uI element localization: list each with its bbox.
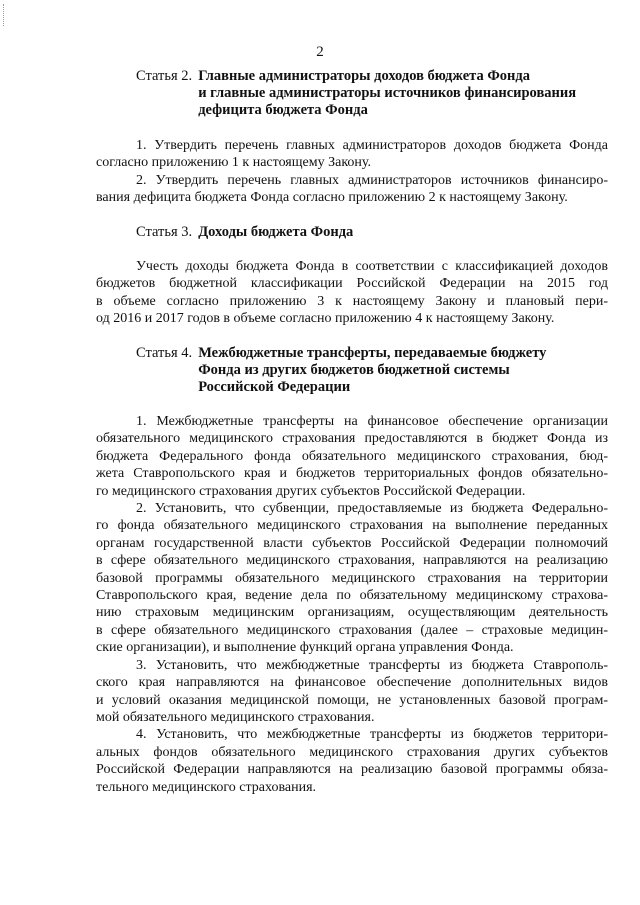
text-line: тельного медицинского страхования. bbox=[96, 779, 317, 795]
article-2-title-line: и главные администраторы источников финансирования bbox=[198, 85, 577, 101]
text-line: Учесть доходы бюджета Фонда в соответствии с классификацией доходов bbox=[136, 259, 608, 274]
article-4-paragraph-3 bbox=[96, 657, 608, 727]
article-2-label: Статья 2. bbox=[136, 68, 193, 84]
text-line: од 2016 и 2017 годов в объеме согласно приложению 4 к настоящему Закону. bbox=[96, 311, 555, 327]
text-line: ские организации), и выполнение функций органа управления Фонда. bbox=[96, 640, 514, 656]
binding-mark bbox=[3, 4, 6, 26]
article-3-title bbox=[198, 224, 353, 241]
article-4-title-line: Межбюджетные трансферты, передаваемые бюджету bbox=[198, 345, 547, 361]
text-line: бюджета Федерального фонда обязательного медицинского страхования, бюд- bbox=[96, 448, 608, 464]
text-line: обязательного медицинского страхования предоставляются в бюджет Фонда из bbox=[96, 431, 608, 447]
article-2-paragraph-2 bbox=[96, 172, 608, 207]
article-2-body bbox=[96, 137, 608, 207]
article-4-label: Статья 4. bbox=[136, 345, 193, 361]
text-line: жета Ставропольского края и бюджетов территориальных фондов обязательно- bbox=[96, 466, 608, 482]
text-line: базовой программы обязательного медицинского страхования на территории bbox=[96, 570, 608, 586]
article-3-body bbox=[96, 258, 608, 328]
text-line: согласно приложению 1 к настоящему Закону. bbox=[96, 155, 372, 171]
article-3-paragraph-1 bbox=[96, 258, 608, 328]
article-2-paragraph-1 bbox=[96, 137, 608, 172]
article-4-paragraph-4 bbox=[96, 726, 608, 796]
text-line: и условий оказания медицинской помощи, не установленных базовой програм- bbox=[96, 692, 608, 708]
text-line: го фонда обязательного медицинского страхования на выполнение переданных bbox=[96, 518, 608, 534]
article-3-heading bbox=[136, 224, 616, 241]
text-line: 1. Межбюджетные трансферты на финансовое обеспечение организации bbox=[136, 414, 608, 429]
text-line: 2. Установить, что субвенции, предоставляемые из бюджета Федерально- bbox=[136, 501, 608, 517]
text-line: органам государственной власти субъектов Российской Федерации полномочий bbox=[96, 535, 608, 551]
text-line: 3. Установить, что межбюджетные трансферты из бюджета Ставрополь- bbox=[136, 657, 608, 673]
article-2-title bbox=[198, 68, 576, 119]
page-number: 2 bbox=[316, 44, 324, 60]
text-line: 1. Утвердить перечень главных администраторов доходов бюджета Фонда bbox=[136, 138, 608, 153]
article-4-title-line: Фонда из других бюджетов бюджетной системы bbox=[198, 362, 510, 378]
text-line: в сфере обязательного медицинского страхования, направляются на реализацию bbox=[96, 553, 608, 569]
article-2-title-line: дефицита бюджета Фонда bbox=[198, 102, 368, 118]
article-4-title bbox=[198, 345, 546, 396]
article-3-title-line: Доходы бюджета Фонда bbox=[198, 224, 354, 240]
article-3-label: Статья 3. bbox=[136, 224, 193, 240]
text-line: мой обязательного медицинского страхования. bbox=[96, 709, 375, 725]
text-line: бюджетов бюджетной классификации Российской Федерации на 2015 год bbox=[96, 276, 608, 292]
text-line: 2. Утвердить перечень главных администраторов источников финансиро- bbox=[136, 172, 608, 188]
article-4-paragraph-2 bbox=[96, 500, 608, 657]
text-line: нию страховым медицинским организациям, осуществляющим деятельность bbox=[96, 605, 608, 621]
article-4-body bbox=[96, 413, 608, 796]
text-line: альных фондов обязательного медицинского страхования других субъектов bbox=[96, 744, 608, 760]
text-line: вания дефицита бюджета Фонда согласно приложению 2 к настоящему Закону. bbox=[96, 190, 568, 206]
article-2-heading bbox=[136, 68, 616, 119]
text-line: в сфере обязательного медицинского страхования (далее – страховые медицин- bbox=[96, 622, 608, 638]
article-4-title-line: Российской Федерации bbox=[198, 379, 351, 395]
text-line: 4. Установить, что межбюджетные трансферты из бюджетов территори- bbox=[136, 727, 608, 743]
article-2-title-line: Главные администраторы доходов бюджета Фонда bbox=[198, 68, 530, 84]
text-line: го медицинского страхования других субъектов Российской Федерации. bbox=[96, 483, 526, 499]
article-4-heading bbox=[136, 345, 616, 396]
article-4-paragraph-1 bbox=[96, 413, 608, 500]
text-line: в объеме согласно приложению 3 к настоящему Закону и плановый пери- bbox=[96, 293, 608, 309]
text-line: Российской Федерации направляются на реализацию базовой программы обяза- bbox=[96, 762, 608, 778]
text-line: ского края направляются на финансовое обеспечение дополнительных видов bbox=[96, 675, 608, 691]
text-line: Ставропольского края, ведение дела по обязательному медицинскому страхова- bbox=[96, 588, 608, 604]
